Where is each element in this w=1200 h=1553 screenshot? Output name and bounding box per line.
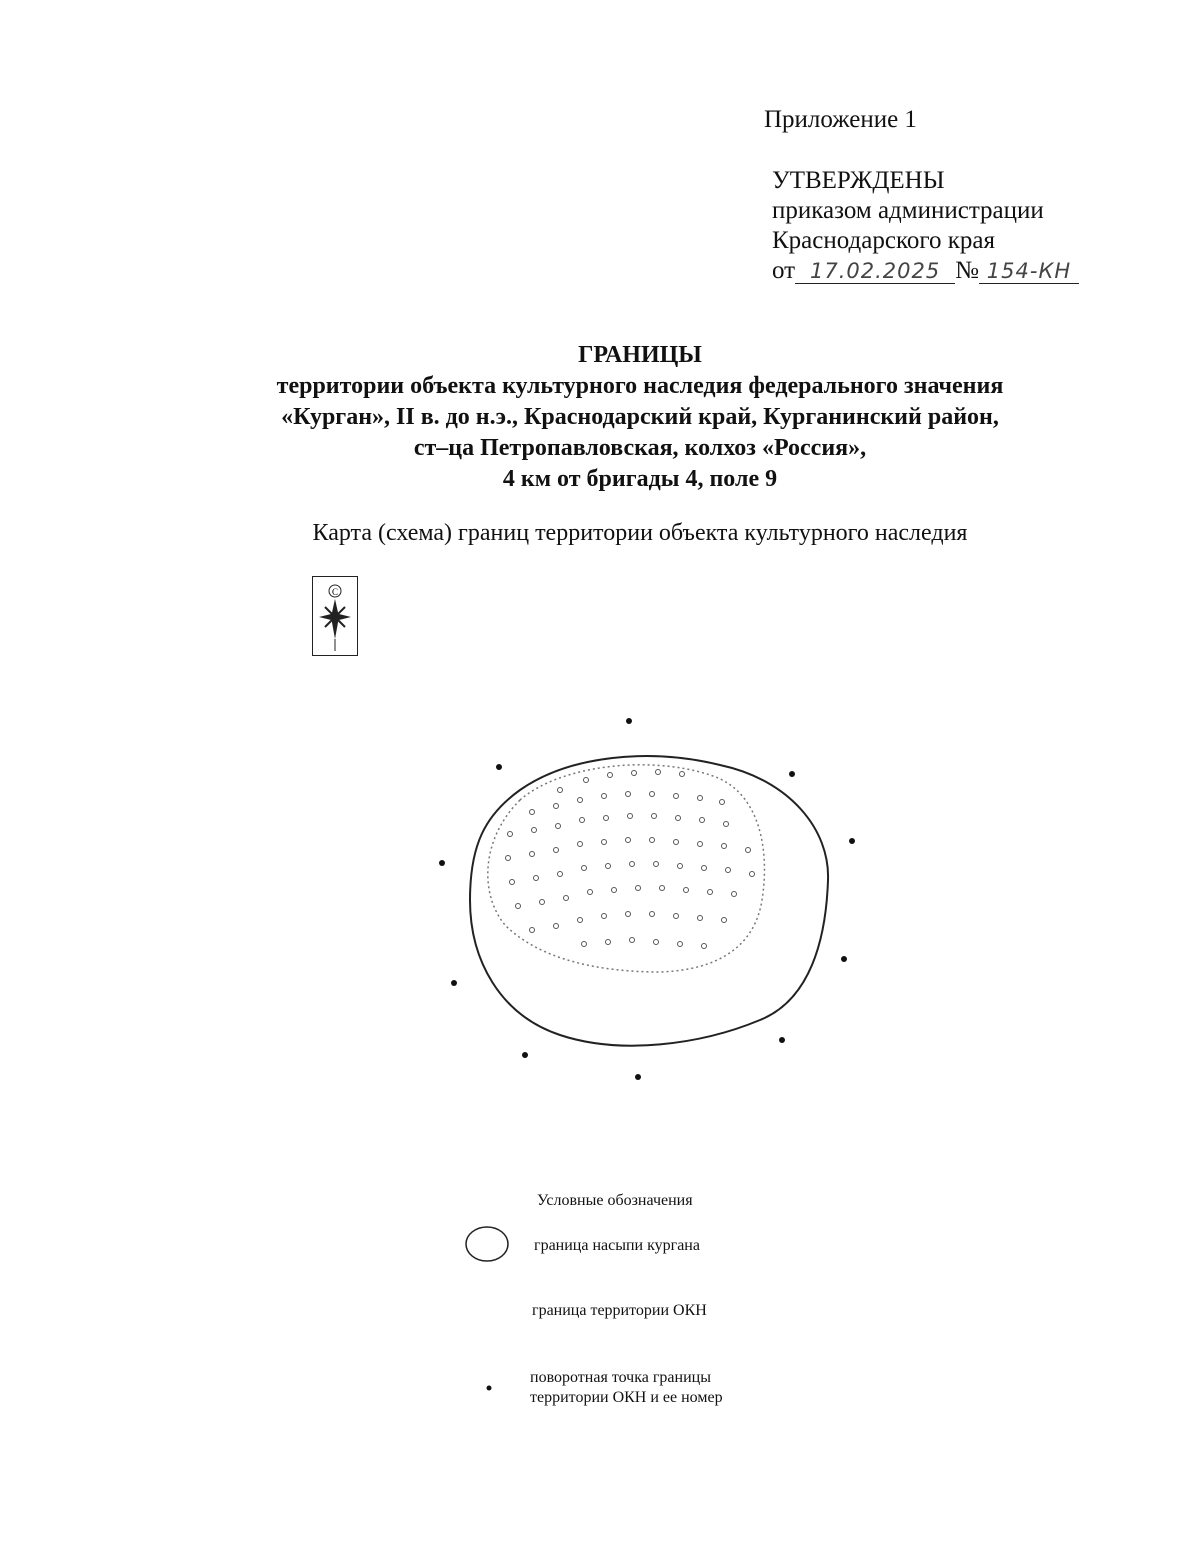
title-line-4: ст–ца Петропавловская, колхоз «Россия»,: [413, 435, 867, 461]
number-value: 154-КН: [986, 259, 1072, 283]
turning-points: [439, 718, 855, 1080]
legend-item-mound: граница насыпи кургана: [534, 1237, 700, 1254]
title-line-2: территории объекта культурного наследия федерального значения: [276, 373, 1004, 399]
order-line-2: Краснодарского края: [772, 227, 995, 254]
date-prefix: от: [772, 257, 796, 284]
legend-item-territory: граница территории ОКН: [532, 1302, 707, 1319]
legend-item-point-line2: территории ОКН и ее номер: [530, 1389, 723, 1406]
appendix-label: Приложение 1: [764, 106, 917, 133]
compass-north-letter: С: [331, 587, 339, 597]
legend-item-point-line1: поворотная точка границы: [530, 1369, 711, 1386]
survey-grid-points: [506, 770, 755, 949]
title-line-5: 4 км от бригады 4, поле 9: [502, 466, 778, 492]
legend-item-point: [530, 1368, 723, 1408]
legend-mound-symbol: [466, 1227, 508, 1261]
map-caption: Карта (схема) границ территории объекта культурного наследия: [312, 520, 968, 546]
legend-point-symbol: [487, 1386, 492, 1391]
date-value: 17.02.2025: [809, 259, 941, 283]
number-prefix: №: [955, 257, 979, 284]
order-line-1: приказом администрации: [772, 197, 1044, 224]
legend-title: Условные обозначения: [537, 1192, 693, 1209]
title-line-3: «Курган», II в. до н.э., Краснодарский край, Курганинский район,: [281, 404, 999, 430]
territory-boundary: [470, 756, 828, 1046]
title-line-1: ГРАНИЦЫ: [578, 342, 702, 368]
approved-heading: УТВЕРЖДЕНЫ: [772, 167, 945, 194]
